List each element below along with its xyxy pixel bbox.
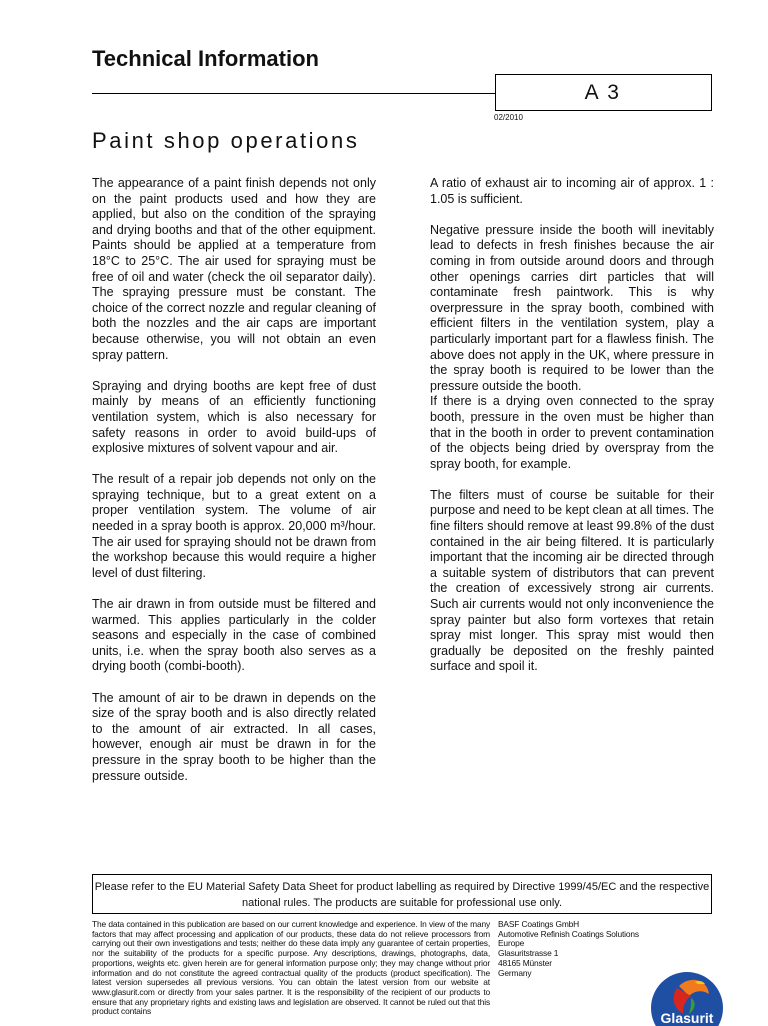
paragraph: Negative pressure inside the booth will inevitably lead to defects in fresh finishes because the air coming in from outside around doors and through other openings carries dirt particles that will contaminate fresh paintwork. This is why overpressure in the spray booth, combined with efficient filters in the ventilation system, play a particularly important part for a flawless finish. The above does not apply in the UK, where pressure in the spray booth is required to be lower than the pressure outside the booth. — [430, 222, 714, 393]
section-title: Technical Information — [92, 46, 319, 71]
paragraph: If there is a drying oven connected to the spray booth, pressure in the oven must be higher than that in the booth in order to prevent contamination of the objects being dried by overspray from the spray booth, for example. — [430, 394, 714, 471]
header-rule — [92, 93, 496, 94]
address-company: BASF Coatings GmbH — [498, 919, 580, 929]
paragraph: A ratio of exhaust air to incoming air of approx. 1 : 1.05 is sufficient. — [430, 176, 714, 206]
paragraph: Spraying and drying booths are kept free of dust mainly by means of an efficiently functioning ventilation system, which is also necessary for safety reasons in order to avoid build-ups of explosive mixtures of solvent vapour and air. — [92, 378, 376, 456]
issue-date: 02/2010 — [494, 113, 523, 122]
left-column — [92, 176, 376, 800]
document-code: A 3 — [584, 81, 621, 104]
code-box — [495, 74, 712, 111]
paragraph: The filters must of course be suitable for their purpose and need to be kept clean at all times. The fine filters should remove at least 99.8% of the dust contained in the air being filtered. It is particularly important that the incoming air be directed through a suitable system of distributors that can prevent the creation of excessively strong air currents. Such air currents would not only inconvenience the spray painter but also form vortexes that retain spray mist longer. This spray mist would then gradually be deposited on the freshly painted surface and spoil it. — [430, 487, 714, 674]
address-city: 48165 Münster — [498, 957, 552, 968]
address-country: Germany — [498, 967, 532, 978]
address-street: Glasuritstrasse 1 — [498, 948, 559, 959]
paragraph: The amount of air to be drawn in depends on the size of the spray booth and is also directly related to the amount of air extracted. In all cases, however, enough air must be drawn in for the pressure in the spray booth to be higher than the pressure outside. — [92, 690, 376, 783]
logo-wordmark: Glasurit — [660, 1010, 714, 1026]
right-column — [430, 176, 714, 691]
address-division: Automotive Refinish Coatings Solutions — [498, 928, 639, 939]
address-region: Europe — [498, 938, 525, 949]
paragraph: The air drawn in from outside must be filtered and warmed. This applies particularly in the colder seasons and especially in the case of combined units, i.e. when the spray booth also serves as a drying booth (combi-booth). — [92, 597, 376, 674]
paragraph: The appearance of a paint finish depends not only on the paint products used and how they are applied, but also on the condition of the spraying and drying booths and that of the other equipment. Paints should be applied at a temperature from 18°C to 25°C. The air used for spraying must be free of oil and water (check the oil separator daily). The spraying pressure must be constant. The choice of the correct nozzle and regular cleaning of both the nozzles and the air caps are important because otherwise, you will not obtain an even spray pattern. — [92, 176, 376, 362]
paragraph: The result of a repair job depends not only on the spraying technique, but to a great extent on a proper ventilation system. The volume of air needed in a spray booth is approx. 20,000 m³/hour. The air used for spraying should not be drawn from the workshop because this would require a higher level of dust filtering. — [92, 472, 376, 580]
safety-notice: Please refer to the EU Material Safety Data Sheet for product labelling as required by Directive 1999/45/EC and the respective national rules. The products are suitable for professional use only. — [92, 874, 712, 914]
company-address — [498, 920, 639, 978]
glasurit-logo — [637, 964, 737, 1026]
legal-disclaimer: The data contained in this publication are based on our current knowledge and experience. In view of the many factors that may affect processing and application of our products, these data do not relieve processors from carrying out their own investigations and tests; neither do these data imply any guarantee of certain properties, nor the suitability of the products for a specific purpose. Any descriptions, drawings, photographs, data, proportions, weights etc. given herein are for general information purpose only; they may change without prior information and do not constitute the agreed contractual quality of the products (product specification). The latest version supersedes all previous versions. You can obtain the latest version from our website at www.glasurit.com or directly from your sales partner. It is the responsibility of the recipient of our products to ensure that any proprietary rights and existing laws and legislation are observed. It cannot be ruled out that this product contains — [92, 919, 490, 1017]
page-title: Paint shop operations — [92, 128, 360, 153]
